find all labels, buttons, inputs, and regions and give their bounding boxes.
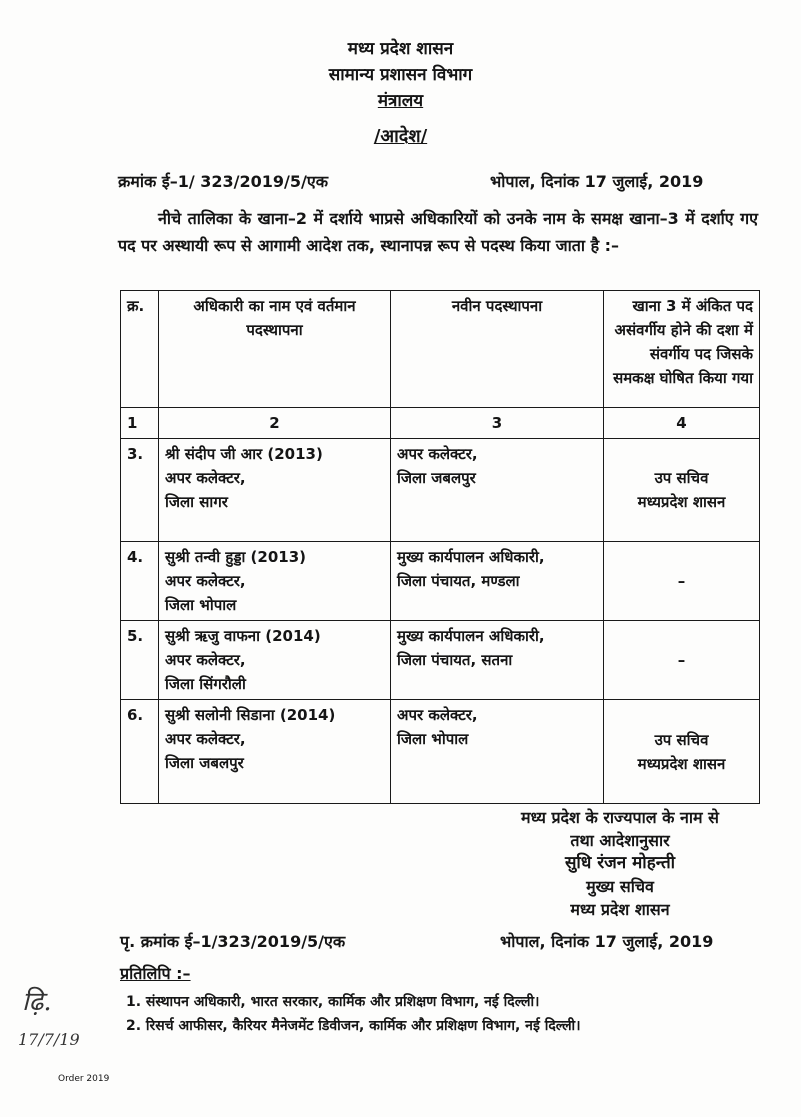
- row-equivalent: [604, 700, 760, 804]
- order-number: क्रमांक ई–1/ 323/2019/5/एक: [118, 172, 328, 191]
- signatory-designation: मुख्य सचिव: [586, 877, 654, 896]
- row-officer: [159, 542, 391, 621]
- officer-name: सुश्री सलोनी सिडाना (2014): [165, 706, 336, 724]
- table-header-row: [121, 291, 760, 408]
- current-district: जिला सागर: [165, 493, 228, 511]
- current-district: जिला जबलपुर: [165, 754, 244, 772]
- new-post: मुख्य कार्यपालन अधिकारी,: [397, 627, 545, 645]
- new-post: मुख्य कार्यपालन अधिकारी,: [397, 548, 545, 566]
- row-equivalent: [604, 439, 760, 542]
- new-post: अपर कलेक्टर,: [397, 445, 478, 463]
- handwritten-initial: ढ़ि.: [22, 987, 52, 1017]
- table-row: [121, 542, 760, 621]
- department-heading: सामान्य प्रशासन विभाग: [328, 65, 473, 85]
- current-post: अपर कलेक्टर,: [165, 572, 246, 590]
- new-district: जिला जबलपुर: [397, 469, 476, 487]
- col-number: 4: [604, 408, 760, 439]
- footer-note: Order 2019: [58, 1074, 110, 1084]
- intro-paragraph: नीचे तालिका के खाना–2 में दर्शाये भाप्रसे अधिकारियों को उनके नाम के समक्ष खाना–3 में दर्शाए गए पद पर अस्थायी रूप से आगामी आदेश तक, स्थानापन्न रूप से पदस्थ किया जाता है :–: [118, 209, 758, 255]
- row-officer: [159, 439, 391, 542]
- row-equivalent: [604, 621, 760, 700]
- equivalent-post: –: [677, 572, 686, 590]
- endorsement-number: पृ. क्रमांक ई–1/323/2019/5/एक: [120, 932, 346, 951]
- column-number-row: [121, 408, 760, 439]
- current-district: जिला भोपाल: [165, 596, 237, 614]
- header-equivalent: खाना 3 में अंकित पद असंवर्गीय होने की दशा में संवर्गीय पद जिसके समकक्ष घोषित किया गया: [604, 291, 760, 408]
- new-district: जिला पंचायत, सतना: [397, 651, 513, 669]
- new-district: जिला पंचायत, मण्डला: [397, 572, 520, 590]
- row-sn: 5.: [121, 621, 159, 700]
- equivalent-post: –: [677, 651, 686, 669]
- table-row: [121, 439, 760, 542]
- copy-label: प्रतिलिपि :–: [120, 964, 191, 983]
- equivalent-govt: मध्यप्रदेश शासन: [637, 493, 726, 511]
- row-sn: 4.: [121, 542, 159, 621]
- col-number: 3: [391, 408, 604, 439]
- header-officer: अधिकारी का नाम एवं वर्तमान पदस्थापना: [159, 291, 391, 408]
- signature-line-2: तथा आदेशानुसार: [570, 831, 670, 850]
- officer-name: श्री संदीप जी आर (2013): [165, 445, 323, 463]
- row-sn: 3.: [121, 439, 159, 542]
- new-district: जिला भोपाल: [397, 730, 469, 748]
- row-sn: 6.: [121, 700, 159, 804]
- current-post: अपर कलेक्टर,: [165, 651, 246, 669]
- row-officer: [159, 621, 391, 700]
- row-new-posting: [391, 542, 604, 621]
- office-heading: मंत्रालय: [377, 91, 424, 111]
- row-equivalent: [604, 542, 760, 621]
- endorsement-place-date: भोपाल, दिनांक 17 जुलाई, 2019: [500, 932, 714, 951]
- row-new-posting: [391, 439, 604, 542]
- col-number: 2: [159, 408, 391, 439]
- posting-table: [120, 290, 760, 804]
- equivalent-govt: मध्यप्रदेश शासन: [637, 754, 726, 773]
- row-new-posting: [391, 700, 604, 804]
- order-place-date: भोपाल, दिनांक 17 जुलाई, 2019: [490, 172, 704, 191]
- officer-name: सुश्री तन्वी हुड्डा (2013): [165, 548, 307, 566]
- equivalent-post: उप सचिव: [654, 469, 709, 487]
- signatory-govt: मध्य प्रदेश शासन: [570, 900, 670, 919]
- copy-item-2: 2. रिसर्च आफीसर, कैरियर मैनेजमेंट डिवीजन, कार्मिक और प्रशिक्षण विभाग, नई दिल्ली।: [126, 1018, 581, 1034]
- signature-block: [470, 806, 770, 921]
- govt-heading: मध्य प्रदेश शासन: [347, 39, 454, 59]
- row-new-posting: [391, 621, 604, 700]
- table-row: [121, 700, 760, 804]
- signatory-name: सुधि रंजन मोहन्ती: [564, 853, 676, 873]
- current-district: जिला सिंगरौली: [165, 675, 246, 693]
- equivalent-post: उप सचिव: [654, 730, 709, 749]
- current-post: अपर कलेक्टर,: [165, 469, 246, 487]
- header-sn: क्र.: [121, 291, 159, 408]
- row-officer: [159, 700, 391, 804]
- officer-name: सुश्री ऋजु वाफना (2014): [165, 627, 321, 645]
- signature-line-1: मध्य प्रदेश के राज्यपाल के नाम से: [521, 808, 719, 827]
- current-post: अपर कलेक्टर,: [165, 730, 246, 748]
- order-title: /आदेश/: [373, 126, 428, 147]
- table-row: [121, 621, 760, 700]
- new-post: अपर कलेक्टर,: [397, 706, 478, 724]
- col-number: 1: [121, 408, 159, 439]
- copy-item-1: 1. संस्थापन अधिकारी, भारत सरकार, कार्मिक और प्रशिक्षण विभाग, नई दिल्ली।: [126, 994, 540, 1010]
- handwritten-date: 17/7/19: [18, 1030, 80, 1049]
- header-new-posting: नवीन पदस्थापना: [391, 291, 604, 408]
